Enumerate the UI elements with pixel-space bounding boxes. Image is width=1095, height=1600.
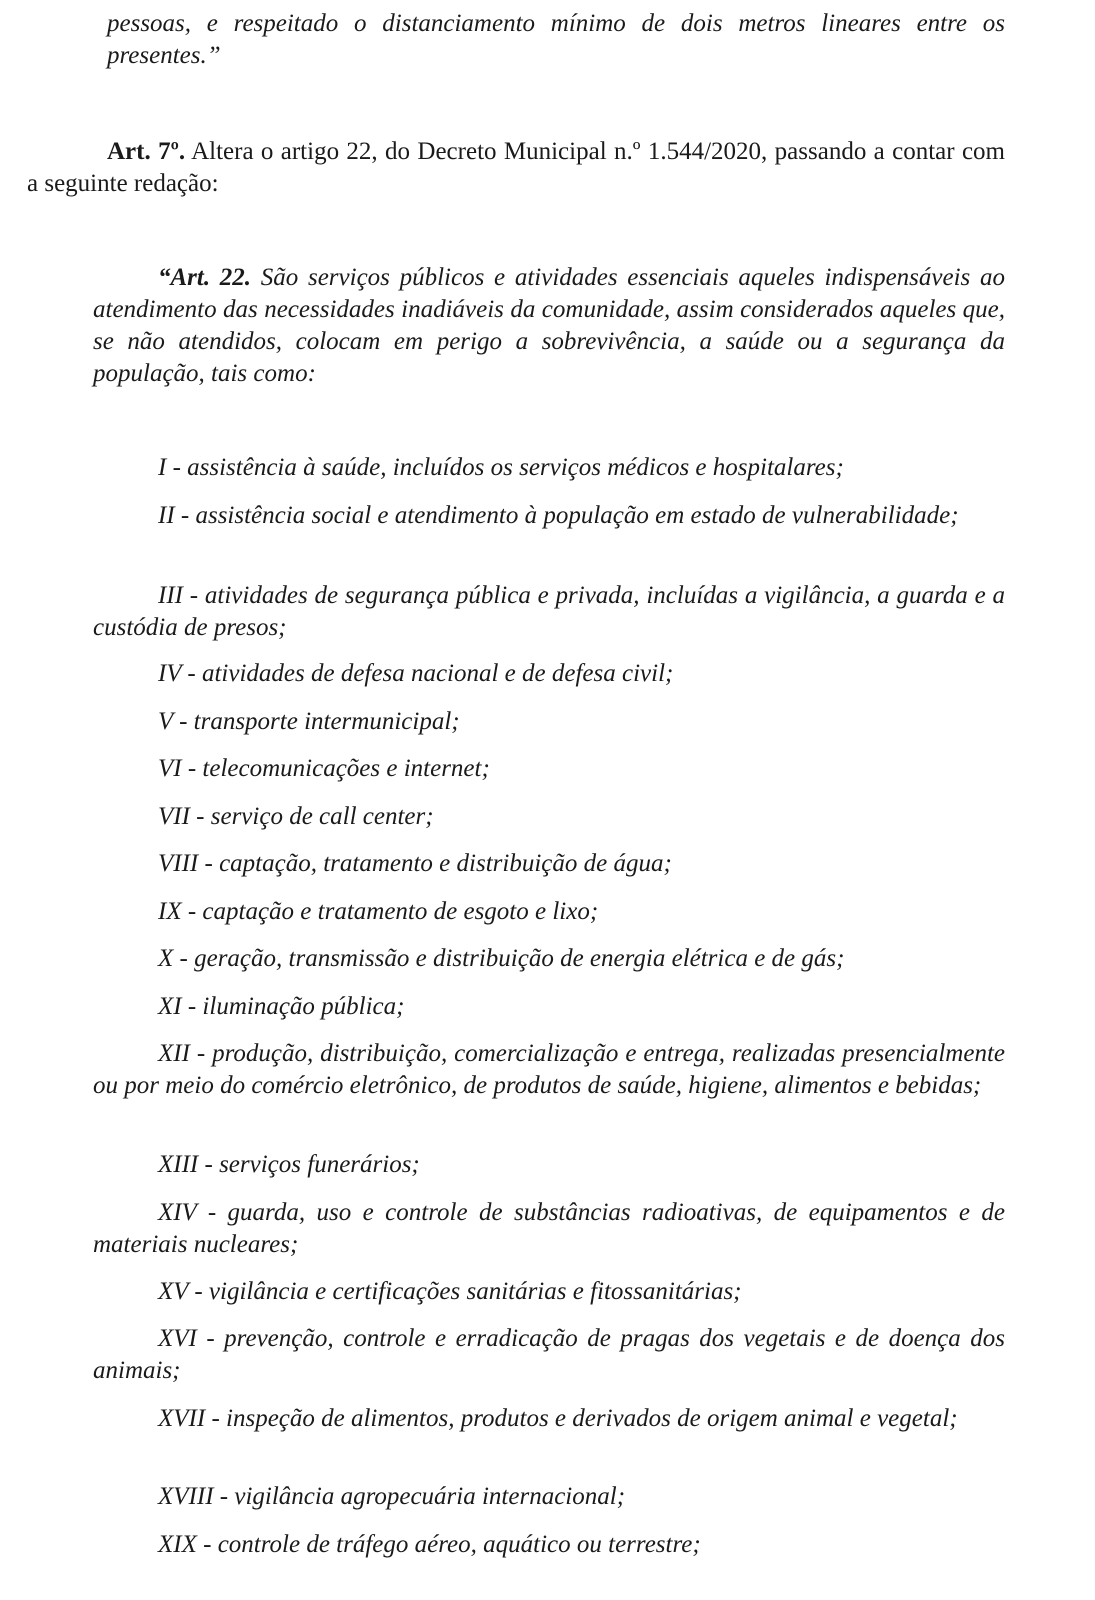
list-item: XVII - inspeção de alimentos, produtos e derivados de origem animal e vegetal; bbox=[158, 1405, 958, 1432]
list-item: II - assistência social e atendimento à população em estado de vulnerabilidade; bbox=[158, 502, 959, 529]
article-7-text: Altera o artigo 22, do Decreto Municipal n.º 1.544/2020, passando a contar com a seguinte redação: bbox=[27, 138, 1005, 197]
article-22-text: São serviços públicos e atividades essenciais aqueles indispensáveis ao atendimento das necessidades inadiáveis da comunidade, assim considerados aqueles que, se não atendidos, colocam em perigo a sobrevivência, a saúde ou a segurança da população, tais como: bbox=[93, 264, 1005, 387]
list-item: VI - telecomunicações e internet; bbox=[158, 755, 490, 782]
article-22-paragraph bbox=[93, 262, 1005, 390]
list-item: XIX - controle de tráfego aéreo, aquático ou terrestre; bbox=[158, 1531, 701, 1558]
list-item: XI - iluminação pública; bbox=[158, 993, 405, 1020]
article-7-label: Art. 7º. bbox=[107, 138, 186, 165]
continuation-paragraph: pessoas, e respeitado o distanciamento mínimo de dois metros lineares entre os presentes.” bbox=[107, 10, 1005, 69]
list-item: XV - vigilância e certificações sanitárias e fitossanitárias; bbox=[158, 1278, 742, 1305]
list-item: XVI - prevenção, controle e erradicação de pragas dos vegetais e de doença dos animais; bbox=[93, 1325, 1005, 1384]
list-item: XIV - guarda, uso e controle de substâncias radioativas, de equipamentos e de materiais nucleares; bbox=[93, 1199, 1005, 1258]
list-item: XII - produção, distribuição, comercialização e entrega, realizadas presencialmente ou por meio do comércio eletrônico, de produtos de saúde, higiene, alimentos e bebidas; bbox=[93, 1040, 1005, 1099]
article-22-label: “Art. 22. bbox=[158, 264, 252, 291]
list-item: I - assistência à saúde, incluídos os serviços médicos e hospitalares; bbox=[158, 454, 844, 481]
list-item: IV - atividades de defesa nacional e de defesa civil; bbox=[158, 660, 674, 687]
list-item: VII - serviço de call center; bbox=[158, 803, 434, 830]
article-7-paragraph bbox=[27, 136, 1005, 200]
list-item: X - geração, transmissão e distribuição de energia elétrica e de gás; bbox=[158, 945, 845, 972]
list-item: III - atividades de segurança pública e privada, incluídas a vigilância, a guarda e a custódia de presos; bbox=[93, 582, 1005, 641]
list-item: V - transporte intermunicipal; bbox=[158, 708, 460, 735]
list-item: XIII - serviços funerários; bbox=[158, 1151, 420, 1178]
list-item: IX - captação e tratamento de esgoto e lixo; bbox=[158, 898, 599, 925]
list-item: XVIII - vigilância agropecuária internacional; bbox=[158, 1483, 626, 1510]
list-item: VIII - captação, tratamento e distribuição de água; bbox=[158, 850, 672, 877]
